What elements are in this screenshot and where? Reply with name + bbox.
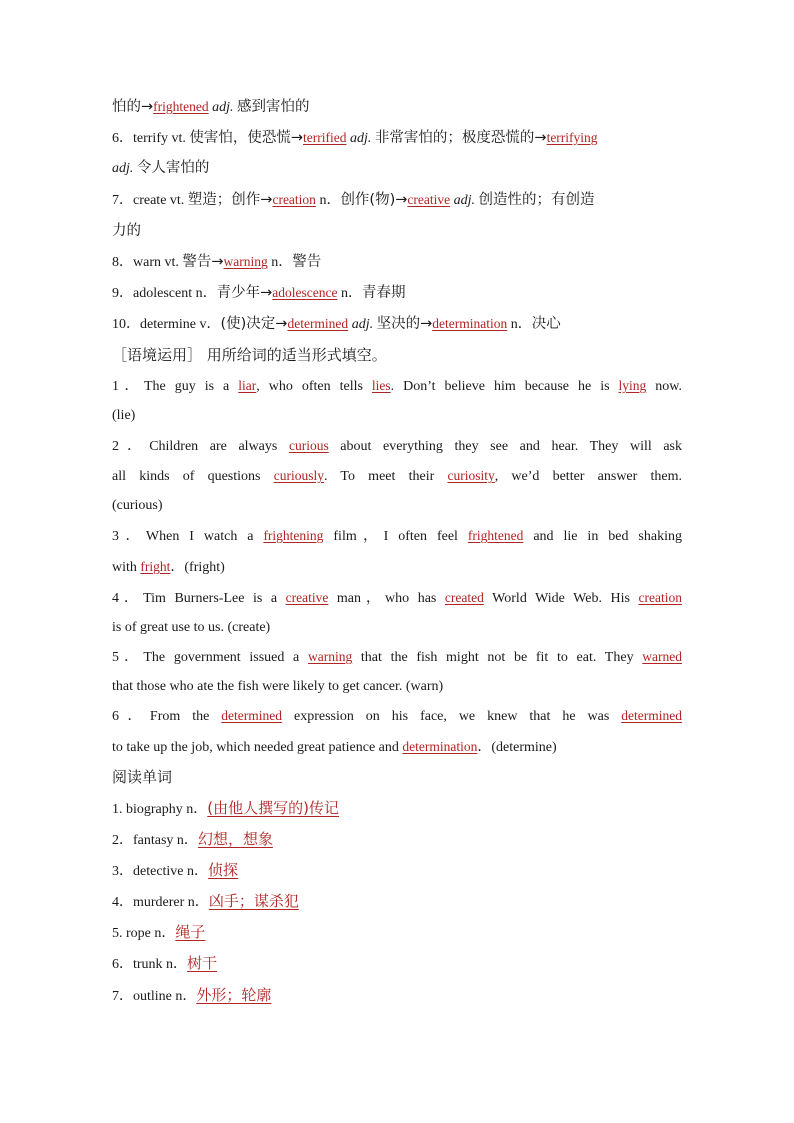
vocab-line-6: 6．terrify vt. 使害怕，使恐慌→terrified adj. 非常害怕的；极度恐慌的→terrifying [112, 130, 598, 146]
answer-blank: terrified [303, 130, 347, 145]
answer-blank: liar [238, 378, 257, 393]
answer-blank: creative [407, 192, 451, 207]
answer-blank: fright [140, 559, 171, 574]
answer-blank: frightening [263, 528, 324, 543]
vocab-line-10: 10．determine v．(使)决定→determined adj. 坚决的→determination n．决心 [112, 316, 561, 332]
reading-word-2: 2．fantasy n．幻想，想象 [112, 830, 273, 848]
vocab-line-7: 7．create vt. 塑造；创作→creation n．创作(物)→creative adj. 创造性的；有创造 [112, 192, 595, 208]
exercise-2-hint: (curious) [112, 498, 163, 513]
exercise-2-cont: all kinds of questions curiously. To meet their curiosity, we’d better answer them. [112, 468, 683, 484]
exercise-4: 4．Tim Burners-Lee is a creative man，who has created World Wide Web. His creation [112, 590, 682, 606]
answer-blank: determination [432, 316, 508, 331]
answer-blank: lying [618, 378, 647, 393]
answer-blank: 幻想，想象 [197, 830, 273, 848]
answer-blank: 侦探 [208, 861, 239, 879]
exercise-5-cont: that those who ate the fish were likely to get cancer. (warn) [112, 679, 444, 694]
answer-blank: warning [307, 649, 353, 664]
answer-blank: 外形；轮廓 [196, 986, 272, 1004]
answer-blank: warned [642, 649, 682, 664]
vocab-line-6-cont: adj. 令人害怕的 [112, 160, 210, 176]
answer-blank: determined [621, 708, 682, 723]
answer-blank: warning [223, 254, 268, 269]
reading-word-3: 3．detective n．侦探 [112, 861, 239, 879]
answer-blank: determined [287, 316, 349, 331]
answer-blank: created [444, 590, 484, 605]
exercise-2: 2．Children are always curious about everything they see and hear. They will ask [112, 438, 683, 454]
exercise-6-cont: to take up the job, which needed great patience and determination．(determine) [112, 739, 557, 755]
exercise-5: 5．The government issued a warning that the fish might not be fit to eat. They warned [112, 649, 682, 665]
vocab-line-5-cont: 怕的→frightened adj. 感到害怕的 [112, 99, 310, 115]
reading-word-4: 4．murderer n．凶手；谋杀犯 [112, 892, 299, 910]
reading-heading: 阅读单词 [112, 768, 173, 786]
answer-blank: curiosity [447, 468, 495, 483]
answer-blank: curiously [273, 468, 324, 483]
answer-blank: frightened [467, 528, 524, 543]
answer-blank: lies [371, 378, 391, 393]
vocab-line-9: 9．adolescent n．青少年→adolescence n．青春期 [112, 285, 406, 301]
reading-word-6: 6．trunk n．树干 [112, 954, 218, 972]
answer-blank: determined [221, 708, 283, 723]
answer-blank: 绳子 [175, 923, 206, 941]
exercise-4-cont: is of great use to us. (create) [112, 620, 271, 635]
answer-blank: creation [638, 590, 682, 605]
reading-word-1: 1. biography n．(由他人撰写的)传记 [112, 799, 339, 817]
reading-word-5: 5. rope n．绳子 [112, 923, 206, 941]
exercise-1-hint: (lie) [112, 408, 136, 423]
reading-word-7: 7．outline n．外形；轮廓 [112, 986, 272, 1004]
answer-blank: curious [288, 438, 329, 453]
answer-blank: 树干 [187, 954, 218, 972]
vocab-line-8: 8．warn vt. 警告→warning n．警告 [112, 254, 322, 270]
vocab-line-7-cont: 力的 [112, 223, 141, 239]
answer-blank: 凶手；谋杀犯 [208, 892, 299, 910]
answer-blank: terrifying [546, 130, 598, 145]
answer-blank: frightened [153, 99, 209, 114]
answer-blank: creation [272, 192, 316, 207]
context-heading: ［语境运用］ 用所给词的适当形式填空。 [112, 346, 387, 364]
answer-blank: adolescence [272, 285, 338, 300]
exercise-3: 3．When I watch a frightening film，I often feel frightened and lie in bed shaking [112, 528, 682, 544]
exercise-1: 1．The guy is a liar, who often tells lies. Don’t believe him because he is lying now. [112, 378, 682, 394]
answer-blank: creative [285, 590, 329, 605]
exercise-3-cont: with fright．(fright) [112, 559, 225, 575]
answer-blank: (由他人撰写的)传记 [207, 799, 339, 817]
exercise-6: 6．From the determined expression on his face, we knew that he was determined [112, 708, 682, 724]
answer-blank: determination [402, 739, 478, 754]
